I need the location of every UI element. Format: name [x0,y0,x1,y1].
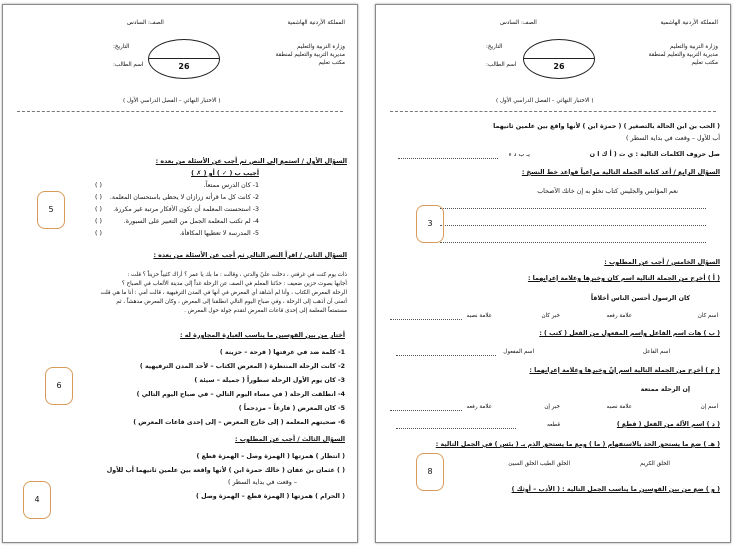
writing-line[interactable] [440,208,706,209]
q5-e-item: الخلق الكريم [640,461,670,467]
r-item: يـ ب د ء [508,151,530,158]
field-label: اسم المفعول [503,349,534,355]
q1-instruction: أجيب ب ( ✓ ) أو ( ✗ ) [191,170,259,177]
score-oval [148,39,220,79]
q5-part: ( د ) اسم الآلة من الفعل ( قطع ) [616,421,720,428]
q2-item: 4- انطلقت الرحلة ( في مساء اليوم التالي – في صباح اليوم التالي ) [136,391,345,398]
q3-item: ( الحرام ) همزتها ( الهمزة قطع – الهمزة وصل ) [196,493,345,500]
q2-paragraph-line: الرحلة المعرض الكتاب ، وأنا لم أشاهد أي المعرض في أنها في المدن الترفيهية ، قالت أمي : أنا ما هي قلت [100,290,347,296]
exam-subtitle: ( الاختبار النهائي – الفصل الدراسي الأول ) [123,98,221,104]
q1-item: 1- كان الدرس ممتعاً. [203,182,259,189]
header-kingdom: المملكة الأردنية الهاشمية [287,20,345,26]
q2-item: 1- كلمة ضد في عرفتها ( فرحة – حزينة ) [219,349,345,356]
q4-sentence: نعم المؤانس والجليس كتاب تخلو به إن خانك الأصحاب [537,188,678,195]
answer-line[interactable] [398,158,498,159]
header-class: الصف: السادس [127,20,164,26]
header-student: اسم الطالب: [113,62,144,68]
q5-part: ( ب ) هات اسم الفاعل واسم المفعول من الفعل ( كتب ) : [539,330,720,337]
header-kingdom: المملكة الأردنية الهاشمية [660,20,718,26]
q2-paragraph-line: مستمتعاً المعلمة إلى إحدى قاعات المعرض لتقدم جولة حول المعرض . [184,308,347,314]
exam-subtitle: ( الاختبار النهائي – الفصل الدراسي الأول ) [496,98,594,104]
header-class: الصف: السادس [500,20,537,26]
field-label: علامة رفعه [466,404,492,410]
q5-part: ( ج ) أخرج من الجملة التالية اسم إنّ وخبرها وعلامة إعرابهما : [529,367,720,374]
q3-item: ( ) عثمان بن عفان ( خالك حمزة ابن ) لأنها واقعة بين علمين ثانيهما أب للأول [106,467,345,474]
q5-title: السؤال الخامس / أجب عن المطلوب : [604,259,720,266]
q1-item: 4- لم تكتب المعلمة الجمل من التعبير على السبورة. [123,218,259,225]
field-label: اسم الفاعل [642,349,670,355]
q2-score-box: 6 [45,367,73,405]
r-item: أب للأول – وقعت في بداية السطر ) [626,135,720,142]
q1-item: 3- استحسنت المعلمة أن تكون الأفكار مرتبة غير مكررة. [113,206,259,213]
q2-item: 6- صحبتهم المعلمة ( إلى خارج المعرض – إلى إحدى قاعات المعرض ) [133,419,345,426]
answer-paren[interactable]: ( ) [95,182,102,189]
answer-paren[interactable]: ( ) [95,194,102,201]
q3-item: ( انتظار ) همزتها ( الهمزة وصل – الهمزة قطع ) [196,453,345,460]
q5-part: ( هـ ) ضع ما يستحق الحذ بالاستفهام ( ما ) ومع ما يستحق الذم بـ ( بئس ) في الجمل التالية : [435,441,720,448]
answer-paren[interactable]: ( ) [95,206,102,213]
q1-title: السؤال الأول / استمع إلى النص ثم أجب عن الأسئلة من بعده : [155,158,347,165]
writing-line[interactable] [440,242,706,243]
r-item: ( الحب بن ابن الحالة بالتصغير ) ( حمزة ابن ) لأنها واقع بين علمين ثانيهما [493,123,720,130]
answer-line[interactable] [396,355,496,356]
field-label: قطعه [547,422,560,428]
q5-part: ( أ ) أخرج من الجملة التالية اسم كان وخبرها وعلامة إعرابهما : [527,275,720,282]
q2-item: 5- كان المعرض ( فارغاً – مزدحماً ) [238,405,345,412]
q1-item: 2- كانت كل ما قرأته زرازان لا يحظى باستحسان المعلمة. [109,194,259,201]
q2-item: 3- كان يوم الأول الرحلة سطوراً ( جميلة – سيئة ) [194,377,345,384]
header-directorate: مديرية التربية والتعليم لمنطقة [275,52,345,58]
q5-sentence: كان الرسول أحسن الناس أخلاقاً [590,295,690,302]
q3-item: – وقعت في بداية السطر ) [227,479,297,486]
q2-paragraph-line: أتمنى أن أذهب إلى الرحلة ، وفي صباح اليوم التالي انطلقنا إلى المعرض ، وكان المعرض مدهشاً ، ثم [116,299,347,305]
writing-line[interactable] [440,225,706,226]
header-student: اسم الطالب: [486,62,517,68]
q5-score-box: 8 [416,453,444,491]
q3-title: السؤال الثالث / أجب عن المطلوب : [234,436,345,443]
total-score: 26 [178,62,190,71]
q1-score-box: 5 [37,191,65,229]
answer-paren[interactable]: ( ) [95,218,102,225]
divider [17,111,343,112]
q2-subtitle: أختار من بين القوسين ما يناسب العبارة المجاورة له : [180,332,345,339]
answer-paren[interactable]: ( ) [95,230,102,237]
answer-line[interactable] [390,410,462,411]
total-score: 26 [553,62,565,71]
q4-title: السؤال الرابع / أعد كتابة الجملة التالية مراعياً قواعد خط النسخ : [521,169,720,176]
header-ministry: وزارة التربية والتعليم [296,44,345,50]
header-ministry: وزارة التربية والتعليم [669,44,718,50]
q3-score-box: 4 [23,481,51,519]
answer-line[interactable] [390,319,462,320]
header-school: مكتب تعليم [318,60,345,66]
q5-e-item: الخلق الطيب الخلق السيئ [508,461,570,467]
q2-paragraph-line: ذات يوم كنت في غرفتي ، دخلت عليّ والدتي ، وقالت : ما بك يا عمر ؟ أراك كئيباً حزيناً ؟ قلت : [127,272,347,278]
exam-page-left [2,4,358,543]
header-school: مكتب تعليم [691,60,718,66]
header-date: التاريخ: [486,44,503,50]
q4-score-box: 3 [416,205,444,243]
q2-title: السؤال الثاني / اقرأ النص التالي ثم أجب عن الأسئلة من بعده : [153,252,347,259]
q5-sentence: إن الرحلة ممتعة [640,386,690,393]
q2-paragraph-line: أجابها بصوت حزين ضعيف : حدّثنا المعلم في الصف عن الرحلة غداً إلى مدينة الألعاب في الصباح ؟ [121,281,347,287]
q1-item: 5- المدرسة لا تعطيها المكافأة. [179,230,259,237]
field-label: علامة نصبه [466,313,492,319]
field-label: علامة رفعه [606,313,632,319]
divider [390,111,716,112]
field-label: اسم إن [700,404,718,410]
field-label: خبر كان [541,313,560,319]
field-label: علامة نصبه [606,404,632,410]
field-label: اسم كان [697,313,718,319]
q2-item: 2- كانت الرحلة المنتظرة ( المعرض الكتاب – لأحد المدن الترفيهية ) [139,363,345,370]
header-date: التاريخ: [113,44,130,50]
field-label: خبر إن [544,404,560,410]
r-item: صل حروف الكلمات التالية : ي ت ( أ ك ا ن [589,151,720,158]
header-directorate: مديرية التربية والتعليم لمنطقة [648,52,718,58]
answer-line[interactable] [396,428,516,429]
q5-part: ( و ) ضع من بين القوسين ما يناسب الجمل التالية : ( الأدب – أوثك ) [511,486,720,493]
score-oval [523,39,595,79]
exam-page-right [375,4,731,543]
